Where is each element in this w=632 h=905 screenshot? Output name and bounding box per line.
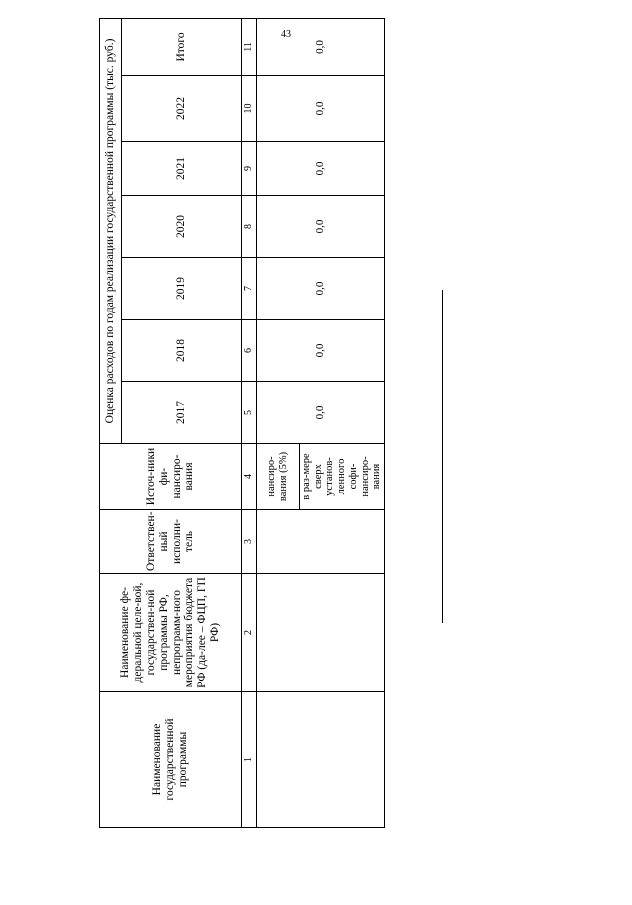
funding-source-parts [257, 444, 384, 509]
column-number-row [242, 18, 257, 827]
header-subprogram: Наименование фе-деральной целе-вой, государствен-ной программы РФ, непрограмм-ного мероприятия бюджета РФ (да-лее – ФЦП, ГП РФ) [100, 574, 242, 692]
funding-source-part: в раз-мере сверх установ-ленного софи-нансиро-вания [300, 453, 383, 500]
header-year-2021: 2021 [122, 142, 242, 196]
table-row [257, 18, 385, 827]
page-number: 43 [281, 29, 291, 40]
header-executor: Ответствен-ный исполни-тель [100, 510, 242, 574]
header-year-2020: 2020 [122, 196, 242, 258]
column-number: 4 [242, 444, 257, 510]
header-estimate-group: Оценка расходов по годам реализации государственной программы (тыс. руб.) [100, 18, 122, 443]
column-number: 8 [242, 196, 257, 258]
funding-source-part: нансиро-вания (5%) [257, 444, 299, 509]
column-number: 2 [242, 574, 257, 692]
cell-value-2017: 0,0 [257, 382, 385, 444]
column-number: 9 [242, 142, 257, 196]
cell-value-2019: 0,0 [257, 258, 385, 320]
expense-table [99, 18, 385, 828]
end-rule-line [442, 290, 443, 623]
header-year-2018: 2018 [122, 320, 242, 382]
cell-state-program [257, 692, 385, 828]
column-number: 11 [242, 18, 257, 75]
cell-value-total: 0,0 [257, 18, 385, 75]
column-number: 1 [242, 692, 257, 828]
column-number: 7 [242, 258, 257, 320]
cell-value-2020: 0,0 [257, 196, 385, 258]
header-state-program: Наименование государственной программы [100, 692, 242, 828]
column-number: 10 [242, 76, 257, 142]
cell-subprogram [257, 574, 385, 692]
header-funding-source: Источ-ники фи-нансиро-вания [100, 444, 242, 510]
column-number: 6 [242, 320, 257, 382]
header-year-2022: 2022 [122, 76, 242, 142]
cell-value-2021: 0,0 [257, 142, 385, 196]
header-year-2017: 2017 [122, 382, 242, 444]
header-total: Итого [122, 18, 242, 75]
cell-value-2018: 0,0 [257, 320, 385, 382]
cell-funding-source [257, 444, 385, 510]
cell-executor [257, 510, 385, 574]
header-year-2019: 2019 [122, 258, 242, 320]
cell-value-2022: 0,0 [257, 76, 385, 142]
column-number: 3 [242, 510, 257, 574]
column-number: 5 [242, 382, 257, 444]
